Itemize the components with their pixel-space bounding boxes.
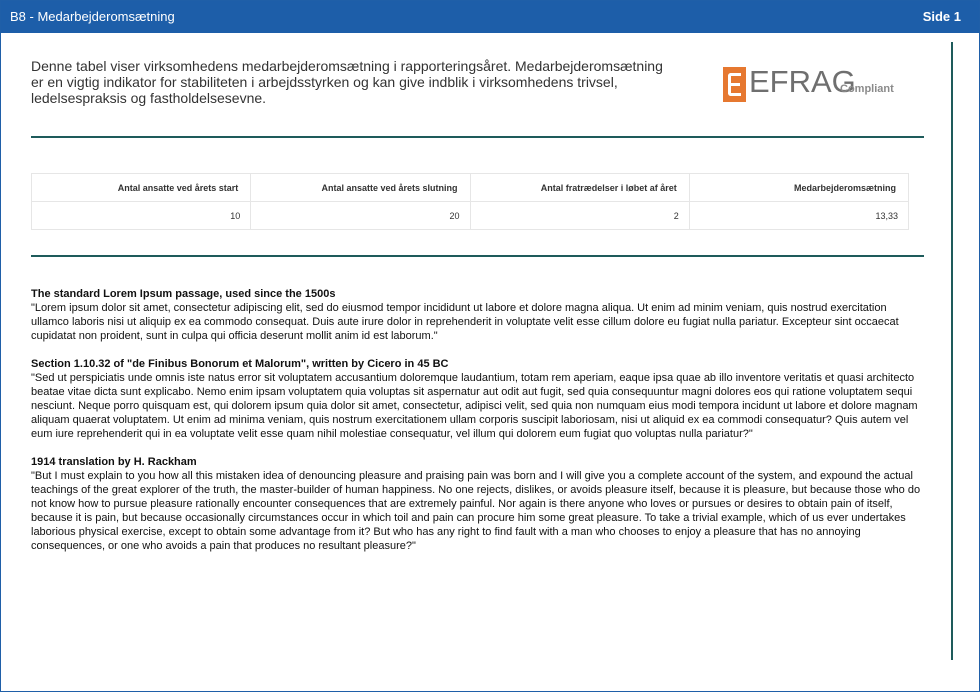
- turnover-table: [31, 173, 909, 230]
- page-number: Side 1: [922, 9, 961, 24]
- section: [31, 455, 921, 553]
- table-header-row: [32, 174, 909, 202]
- efrag-logo: [723, 64, 894, 107]
- col-header: Antal ansatte ved årets slutning: [251, 174, 470, 202]
- col-header: Medarbejderomsætning: [689, 174, 908, 202]
- section-text: "But I must explain to you how all this mistaken idea of denouncing pleasure and praising pain was born and I will give you a complete account of the system, and expound the actual teachings of the great explorer of the truth, the master-builder of human happiness. No one rejects, dislikes, or avoids pleasure itself, because it is pleasure, but because those who do not know how to pursue pleasure rationally encounter consequences that are extremely painful. Nor again is there anyone who loves or pursues or desires to obtain pain of itself, because it is pain, but because occasionally circumstances occur in which toil and pain can procure him some great pleasure. To take a trivial example, which of us ever undertakes laborious physical exercise, except to obtain some advantage from it? But who has any right to find fault with a man who chooses to enjoy a pleasure that has no annoying consequences, or one who avoids a pain that produces no resultant pleasure?": [31, 470, 921, 552]
- table-cell: 20: [251, 202, 470, 230]
- vertical-rule: [951, 42, 953, 660]
- table-cell: 2: [470, 202, 689, 230]
- col-header: Antal fratrædelser i løbet af året: [470, 174, 689, 202]
- table-row: [32, 202, 909, 230]
- intro-text: Denne tabel viser virksomhedens medarbejderomsætning i rapporteringsåret. Medarbejderomsætning er en vigtig indikator for stabiliteten i arbejdsstyrken og kan give indblik i virksomhedens trivsel, ledelsespraksis og fastholdelsesevne.: [31, 58, 663, 106]
- section-heading: Section 1.10.32 of "de Finibus Bonorum et Malorum", written by Cicero in 45 BC: [31, 358, 449, 370]
- section: [31, 287, 921, 343]
- lorem-sections: [31, 287, 921, 567]
- col-header: Antal ansatte ved årets start: [32, 174, 251, 202]
- section: [31, 357, 921, 441]
- divider-top: [31, 136, 924, 138]
- efrag-e-icon: [723, 67, 746, 102]
- logo-word: EFRAG: [749, 64, 856, 99]
- logo-tag: Compliant: [840, 83, 894, 95]
- section-heading: 1914 translation by H. Rackham: [31, 456, 197, 468]
- table-cell: 10: [32, 202, 251, 230]
- section-heading: The standard Lorem Ipsum passage, used since the 1500s: [31, 288, 336, 300]
- divider-bottom: [31, 255, 924, 257]
- table-cell: 13,33: [689, 202, 908, 230]
- page-title: B8 - Medarbejderomsætning: [10, 9, 175, 24]
- section-text: "Lorem ipsum dolor sit amet, consectetur adipiscing elit, sed do eiusmod tempor incididunt ut labore et dolore magna aliqua. Ut enim ad minim veniam, quis nostrud exercitation ullamco laboris nisi ut aliquip ex ea commodo consequat. Duis aute irure dolor in reprehenderit in voluptate velit esse cillum dolore eu fugiat nulla pariatur. Excepteur sint occaecat cupidatat non proident, sunt in culpa qui officia deserunt mollit anim id est laborum.": [31, 302, 899, 342]
- page-header: [1, 1, 979, 33]
- section-text: "Sed ut perspiciatis unde omnis iste natus error sit voluptatem accusantium doloremque laudantium, totam rem aperiam, eaque ipsa quae ab illo inventore veritatis et quasi architecto beatae vitae dicta sunt explicabo. Nemo enim ipsam voluptatem quia voluptas sit aspernatur aut odit aut fugit, sed quia consequuntur magni dolores eos qui ratione voluptatem sequi nesciunt. Neque porro quisquam est, qui dolorem ipsum quia dolor sit amet, consectetur, adipisci velit, sed quia non numquam eius modi tempora incidunt ut labore et dolore magnam aliquam quaerat voluptatem. Ut enim ad minima veniam, quis nostrum exercitationem ullam corporis suscipit laboriosam, nisi ut aliquid ex ea commodi consequatur? Quis autem vel eum iure reprehenderit qui in ea voluptate velit esse quam nihil molestiae consequatur, vel illum qui dolorem eum fugiat quo voluptas nulla pariatur?": [31, 372, 918, 440]
